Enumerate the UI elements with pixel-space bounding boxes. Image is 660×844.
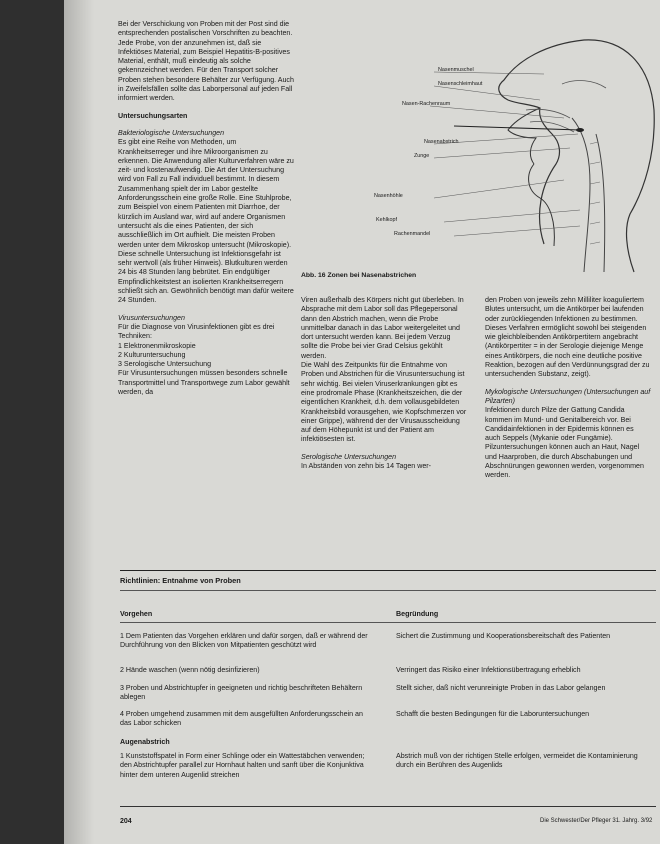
procedure-step: 4 Proben umgehend zusammen mit dem ausgefüllten Anforderungsschein an das Labor schicken	[120, 710, 363, 728]
guidelines-box	[120, 570, 656, 820]
paragraph: Für Virusuntersuchungen müssen besonders schnelle Transportmittel und Transportwege zum Labor gewählt werden, da	[118, 369, 290, 396]
list-item: 3 Serologische Untersuchung	[118, 360, 212, 369]
subsection-heading: Bakteriologische Untersuchungen	[118, 128, 225, 137]
subsection-heading: Virusuntersuchungen	[118, 313, 185, 322]
figure-label: Nasenhöhle	[374, 193, 403, 199]
page-number: 204	[120, 818, 132, 825]
text-column-right	[485, 296, 651, 481]
subsection-heading: Mykologische Untersuchungen (Untersuchungen auf Pilzarten)	[485, 387, 651, 405]
divider	[120, 806, 656, 807]
paragraph: Für die Diagnose von Virusinfektionen gibt es drei Techniken:	[118, 322, 275, 341]
paragraph: Es gibt eine Reihe von Methoden, um Krankheitserreger und ihre Mikroorganismen zu erkennen. Die Anwendung aller Kulturverfahren wäre zu zeit- und kostenaufwendig. Die Art der Untersuchung wird von Fall zu Fall individuell bestimmt. In diesem Zusammenhang spielt der im Labor gestellte Anforderungsschein eine große Rolle. Eine Stuhlprobe, zum Beispiel von einem Patienten mit Diarrhoe, der kürzlich im Ausland war, wird auf andere Organismen untersucht als die eines Patienten, der sich ausschließlich im Ort aufhielt. Die meisten Proben werden unter dem Mikroskop untersucht (Mikroskopie). Diese schnelle Untersuchung ist Infektionsgefahr ist sehr wertvoll (als früher Hinweis). Blutkulturen werden 24 bis 48 Stunden lang bebrütet. Ein endgültiger Empfindlichkeitstest an isolierten Krankheitserregern schließt sich an. Gewöhnlich benötigt man dafür weitere 24 Stunden.	[118, 138, 294, 305]
publication-line: Die Schwester/Der Pfleger 31. Jahrg. 3/92	[540, 818, 653, 824]
section-heading: Untersuchungsarten	[118, 111, 188, 120]
anatomy-figure	[294, 14, 658, 276]
book-page	[64, 0, 660, 844]
figure-label: Kehlkopf	[376, 217, 397, 223]
list-item: 2 Kulturuntersuchung	[118, 350, 186, 359]
rationale: Abstrich muß von der richtigen Stelle erfolgen, vermeidet die Kontaminierung durch ein Berühren des Augenlids	[396, 752, 638, 770]
list-item: 1 Elektronenmikroskopie	[118, 341, 196, 350]
figure-label: Nasen-Rachenraum	[402, 101, 451, 107]
text-column-left	[118, 20, 294, 397]
paragraph: den Proben von jeweils zehn Milliliter koaguliertem Blutes untersucht, um die Antikörper bei laufenden oder zurückliegenden Infektionen zu bestimmen. Dieses Verfahren ermöglicht sowohl bei steigenden wie gleichbleibenden Antikörpertitern angebracht (Antikörpertiter = in der Serologie diejenige Menge eines Antikörpers, die noch eine deutliche positive Reaktion, bezogen auf den Verdünnungsgrad der zu untersuchenden Substanz, zeigt).	[485, 296, 650, 379]
figure-label: Rachenmandel	[394, 231, 431, 237]
divider	[120, 570, 656, 571]
rationale: Schafft die besten Bedingungen für die Laboruntersuchungen	[396, 710, 590, 718]
figure-label: Nasenabstrich	[424, 139, 459, 145]
procedure-step: 3 Proben und Abstrichtupfer in geeigneten und richtig beschrifteten Behältern ablegen	[120, 684, 363, 702]
figure-label: Nasenschleimhaut	[438, 81, 483, 87]
figure-label: Zunge	[414, 153, 430, 159]
figure-label: Nasenmuschel	[438, 67, 474, 73]
guidelines-title: Richtlinien: Entnahme von Proben	[120, 576, 241, 585]
paragraph: In Abständen von zehn bis 14 Tagen wer-	[301, 462, 432, 471]
subsection-heading: Serologische Untersuchungen	[301, 452, 397, 461]
column-header-rationale: Begründung	[396, 610, 439, 618]
paragraph: Infektionen durch Pilze der Gattung Candida kommen im Mund- und Genitalbereich vor. Bei Candidainfektionen in der Epidermis können es auch Seppels (Mykanie oder Fungämie). Pilzuntersuchungen können auch an Haut, Nagel und Haarproben, die durch Abschabungen und Abschnürungen gewonnen werden, vorgenommen werden.	[485, 406, 644, 480]
procedure-step: 1 Kunststoffspatel in Form einer Schlinge oder ein Wattestäbchen verwenden; den Abstrichtupfer parallel zur Hornhaut halten und sanft über die Konjunktiva hinter dem unteren Augenlid streichen	[120, 752, 365, 779]
procedure-step: 1 Dem Patienten das Vorgehen erklären und dafür sorgen, daß er während der Durchführung von den Blicken von Mitpatienten geschützt wird	[120, 632, 368, 650]
rationale: Sichert die Zustimmung und Kooperationsbereitschaft des Patienten	[396, 632, 611, 640]
paragraph: Viren außerhalb des Körpers nicht gut überleben. In Absprache mit dem Labor soll das Pflegepersonal dann den Abstrich machen, wenn die Probe unmittelbar danach in das Labor weitergeleitet und dort untersucht werden kann. Bei jedem Verzug sollte die Probe bei vier Grad Celsius gekühlt werden.	[301, 296, 464, 360]
guideline-subheading: Augenabstrich	[120, 738, 170, 746]
figure-caption: Abb. 16 Zonen bei Nasenabstrichen	[301, 272, 417, 279]
head-section-illustration	[294, 14, 658, 276]
column-header-procedure: Vorgehen	[120, 610, 153, 618]
rationale: Stellt sicher, daß nicht verunreinigte Proben in das Labor gelangen	[396, 684, 606, 692]
text-column-middle	[301, 296, 467, 471]
divider	[120, 590, 656, 591]
paragraph: Bei der Verschickung von Proben mit der Post sind die entsprechenden postalischen Vorschriften zu beachten.	[118, 20, 293, 38]
rationale: Verringert das Risiko einer Infektionsübertragung erheblich	[396, 666, 581, 674]
divider	[120, 622, 656, 623]
procedure-step: 2 Hände waschen (wenn nötig desinfizieren)	[120, 666, 260, 674]
paragraph: Jede Probe, von der anzunehmen ist, daß sie Infektiöses Material, zum Beispiel Hepatitis-B-positives Material, enthält, muß eindeutig als solche gekennzeichnet werden. Für den Transport solcher Proben stehen besondere Behälter zur Verfügung. Auch in Zweifelsfällen sollte das Laborpersonal auf jeden Fall informiert werden.	[118, 38, 294, 103]
paragraph: Die Wahl des Zeitpunkts für die Entnahme von Proben und Abstrichen für die Virusuntersuchung ist sehr wichtig. Bei vielen Viruserkrankungen gibt es eine prodromale Phase (Krankheitszeichen, die der eigentlichen Krankheit, d.h. dem vollausgebildeten Krankheitsbild vorausgehen, wie Kopfschmerzen vor einer Grippe), während der der Virusausscheidung auf dem Höhepunkt ist und der Patient am infektiösesten ist.	[301, 361, 467, 444]
